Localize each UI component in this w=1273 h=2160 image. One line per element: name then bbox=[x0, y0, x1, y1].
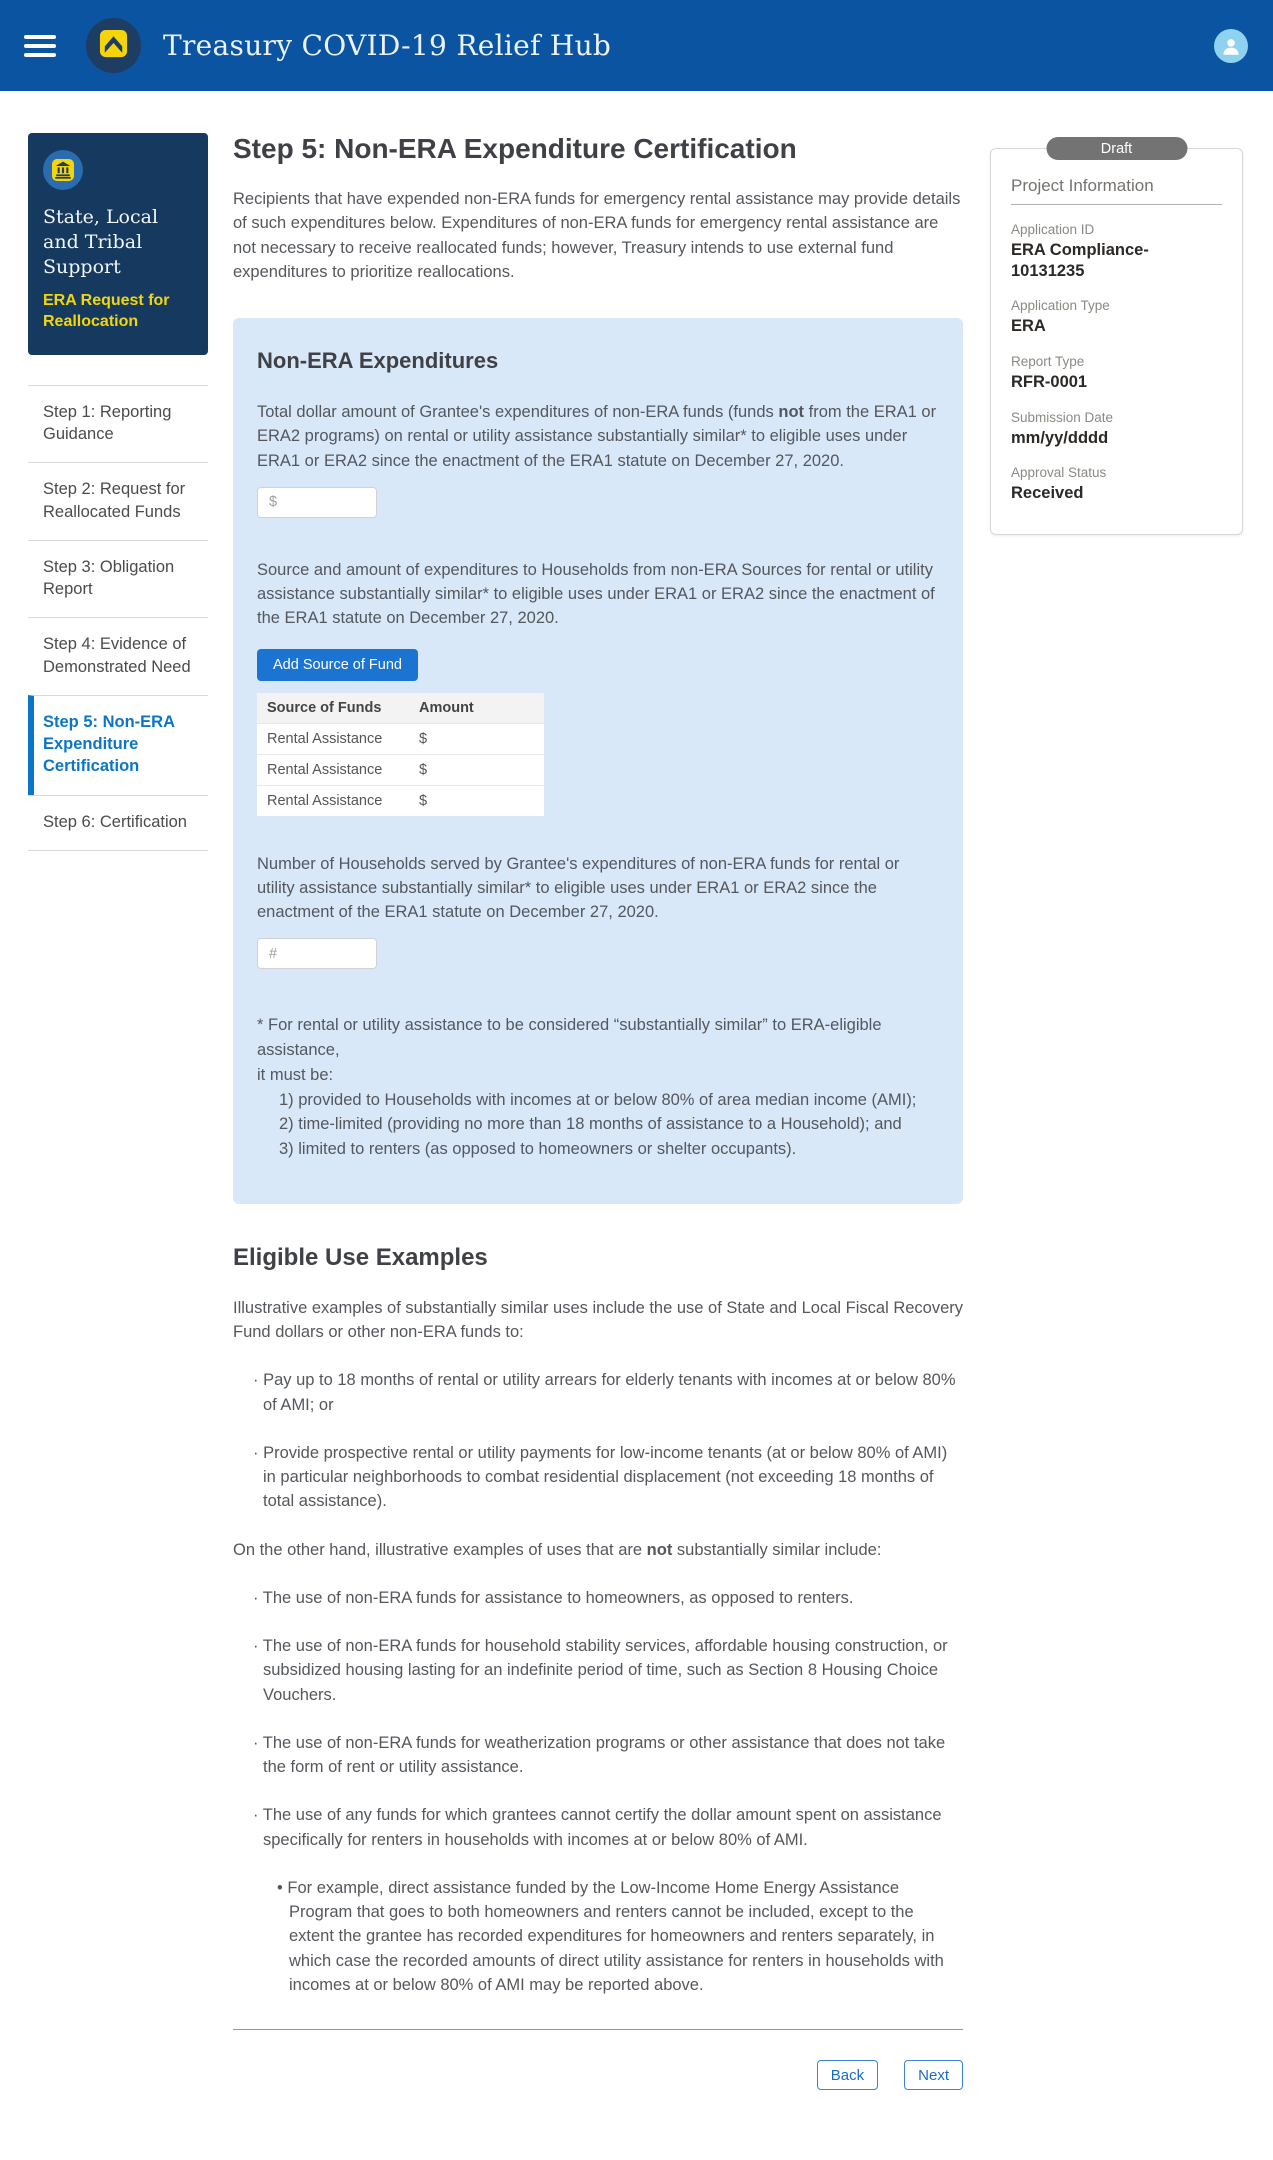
footnote-item-3: 3) limited to renters (as opposed to homeowners or shelter occupants). bbox=[279, 1140, 797, 1158]
non-eligible-bullet-3: · The use of non-ERA funds for weatherization programs or other assistance that does not take the form of rent or utility assistance. bbox=[253, 1733, 946, 1776]
project-information-card bbox=[990, 148, 1243, 535]
table-header-source: Source of Funds bbox=[257, 693, 409, 724]
program-card bbox=[28, 133, 208, 355]
field-value-application-id: ERA Compliance-10131235 bbox=[1011, 241, 1149, 280]
non-eligible-bullet-4: · The use of any funds for which grantees cannot certify the dollar amount spent on assistance specifically for renters in households with incomes at or below 80% of AMI. bbox=[253, 1806, 942, 1849]
examples-title: Eligible Use Examples bbox=[233, 1243, 488, 1271]
household-count-input[interactable] bbox=[257, 938, 377, 969]
add-source-of-fund-button[interactable]: Add Source of Fund bbox=[257, 649, 418, 681]
app-header bbox=[0, 0, 1273, 91]
table-header-amount: Amount bbox=[409, 693, 544, 724]
source-cell[interactable]: Rental Assistance bbox=[257, 785, 409, 816]
question-source-amount: Source and amount of expenditures to Households from non-ERA Sources for rental or utility assistance substantially similar* to eligible uses under ERA1 or ERA2 since the enactment of the ERA1 statute on December 27, 2020. bbox=[257, 560, 935, 628]
amount-cell[interactable]: $ bbox=[409, 754, 544, 785]
field-label-report-type: Report Type bbox=[1011, 353, 1085, 369]
table-row bbox=[257, 785, 544, 816]
main-content bbox=[233, 133, 963, 2160]
amount-cell[interactable]: $ bbox=[409, 723, 544, 754]
footnote-item-2: 2) time-limited (providing no more than 18 months of assistance to a Household); and bbox=[279, 1115, 902, 1134]
example-bullet-2: · Provide prospective rental or utility payments for low-income tenants (at or below 80% of AMI) in particular neighborhoods to combat residential displacement (not exceeding 18 months of total assistance). bbox=[253, 1443, 948, 1511]
sidebar-item-step-3[interactable]: Step 3: Obligation Report bbox=[28, 540, 208, 618]
treasury-shield-icon bbox=[98, 28, 129, 64]
field-value-approval-status: Received bbox=[1011, 484, 1084, 503]
non-eligible-bullet-1: · The use of non-ERA funds for assistance to homeowners, as opposed to renters. bbox=[253, 1588, 854, 1607]
eligible-use-examples-section bbox=[233, 1244, 963, 1997]
user-avatar-icon[interactable] bbox=[1214, 29, 1248, 63]
status-badge: Draft bbox=[1046, 137, 1187, 160]
bold-not: not bbox=[778, 403, 805, 421]
treasury-logo bbox=[86, 18, 141, 73]
step-nav bbox=[28, 385, 208, 851]
examples-contrast-intro: On the other hand, illustrative examples of uses that are not substantially similar include: bbox=[233, 1540, 882, 1559]
amount-cell[interactable]: $ bbox=[409, 785, 544, 816]
question-household-count: Number of Households served by Grantee's expenditures of non-ERA funds for rental or utility assistance substantially similar* to eligible uses under ERA1 or ERA2 since the enactment of the ERA1 statute on December 27, 2020. bbox=[257, 854, 900, 921]
field-label-application-id: Application ID bbox=[1011, 222, 1095, 237]
source-cell[interactable]: Rental Assistance bbox=[257, 754, 409, 785]
substantially-similar-footnote: * For rental or utility assistance to be considered “substantially similar” to ERA-eligible assistance, it must be: 1) provided to Households with incomes at or below 80% of area median income (AMI); 2) time-limited (providing no more than 18 months of assistance to a Household); and 3) limited to renters (as opposed to homeowners or shelter occupants). bbox=[257, 1013, 937, 1162]
sidebar-item-step-4[interactable]: Step 4: Evidence of Demonstrated Need bbox=[28, 617, 208, 695]
source-cell[interactable]: Rental Assistance bbox=[257, 723, 409, 754]
bold-not: not bbox=[646, 1540, 673, 1559]
non-eligible-sub-bullet: • For example, direct assistance funded by the Low-Income Home Energy Assistance Program that goes to both homeowners and renters cannot be included, except to the extent the grantee has recorded expenditures for homeowners and renters separately, in which case the recorded amounts of direct utility assistance for renters in households with incomes at or below 80% of AMI may be reported above. bbox=[277, 1878, 944, 1994]
hamburger-menu-icon[interactable] bbox=[24, 30, 56, 62]
field-label-application-type: Application Type bbox=[1011, 298, 1110, 314]
page-title: Step 5: Non-ERA Expenditure Certification bbox=[233, 133, 797, 164]
sidebar bbox=[28, 133, 208, 851]
bank-icon bbox=[43, 150, 83, 190]
program-subtitle: ERA Request for Reallocation bbox=[43, 292, 170, 331]
table-row bbox=[257, 723, 544, 754]
source-of-funds-table bbox=[257, 693, 544, 816]
field-label-submission-date: Submission Date bbox=[1011, 409, 1114, 425]
non-eligible-bullet-2: · The use of non-ERA funds for household stability services, affordable housing construction, or subsidized housing lasting for an indefinite period of time, such as Section 8 Housing Choice Vouchers. bbox=[253, 1637, 948, 1704]
example-bullet-1: · Pay up to 18 months of rental or utility arrears for elderly tenants with incomes at or below 80% of AMI; or bbox=[253, 1371, 956, 1414]
sidebar-item-step-1[interactable]: Step 1: Reporting Guidance bbox=[28, 385, 208, 463]
table-row bbox=[257, 754, 544, 785]
sidebar-item-step-5-active[interactable]: Step 5: Non-ERA Expenditure Certification bbox=[28, 695, 208, 795]
sidebar-item-step-6[interactable]: Step 6: Certification bbox=[28, 795, 208, 850]
page-intro: Recipients that have expended non-ERA funds for emergency rental assistance may provide details of such expenditures below. Expenditures of non-ERA funds for emergency rental assistance are not necessary to receive reallocated funds; however, Treasury intends to use external fund expenditures to prioritize reallocations. bbox=[233, 190, 961, 281]
field-value-report-type: RFR-0001 bbox=[1011, 372, 1088, 391]
back-button[interactable]: Back bbox=[817, 2060, 878, 2090]
project-information-title: Project Information bbox=[1011, 176, 1222, 205]
footnote-item-1: 1) provided to Households with incomes at or below 80% of area median income (AMI); bbox=[279, 1090, 917, 1109]
field-label-approval-status: Approval Status bbox=[1011, 465, 1107, 481]
panel-title: Non-ERA Expenditures bbox=[257, 348, 499, 373]
field-value-submission-date: mm/yy/dddd bbox=[1011, 428, 1109, 447]
examples-intro: Illustrative examples of substantially similar uses include the use of State and Local Fiscal Recovery Fund dollars or other non-ERA funds to: bbox=[233, 1298, 964, 1341]
question-total-amount: Total dollar amount of Grantee's expenditures of non-ERA funds (funds not from the ERA1 or ERA2 programs) on rental or utility assistance substantially similar* to eligible uses under ERA1 or ERA2 since the enactment of the ERA1 statute on December 27, 2020. bbox=[257, 403, 937, 470]
project-info-column bbox=[990, 133, 1243, 535]
wizard-footer bbox=[233, 2060, 963, 2160]
app-title: Treasury COVID-19 Relief Hub bbox=[163, 29, 612, 62]
program-title: State, Local and Tribal Support bbox=[43, 206, 159, 279]
total-amount-input[interactable] bbox=[257, 487, 377, 518]
non-era-expenditures-panel bbox=[233, 318, 963, 1204]
next-button[interactable]: Next bbox=[904, 2060, 963, 2090]
footer-divider bbox=[233, 2029, 963, 2030]
field-value-application-type: ERA bbox=[1011, 317, 1046, 336]
sidebar-item-step-2[interactable]: Step 2: Request for Reallocated Funds bbox=[28, 462, 208, 540]
